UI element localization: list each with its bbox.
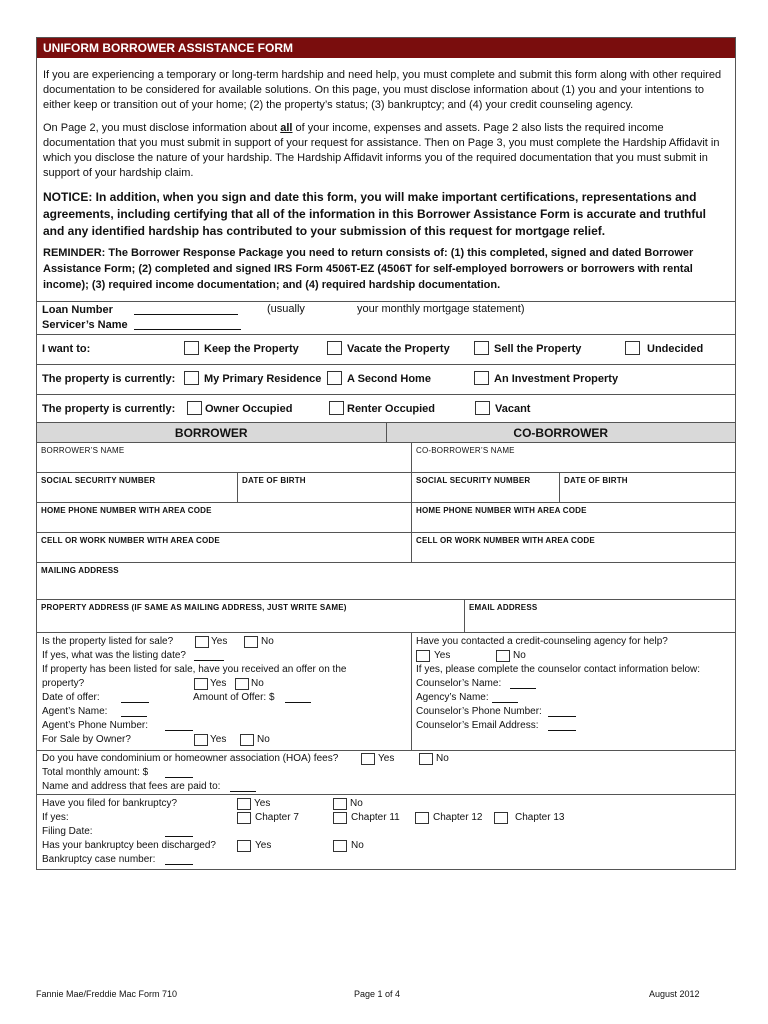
amount-of-offer-label: Amount of Offer: $ [193,692,275,703]
footer-form-name: Fannie Mae/Freddie Mac Form 710 [36,989,178,999]
investment-property-checkbox[interactable] [474,371,489,385]
keep-property-checkbox[interactable] [184,341,199,355]
hoa-yes-checkbox[interactable] [361,753,375,765]
agency-name-field[interactable] [492,693,518,703]
listed-no-checkbox[interactable] [244,636,258,648]
vacant-checkbox[interactable] [475,401,490,415]
offer-question: If property has been listed for sale, have you received an offer on the [42,664,347,675]
co-borrower-header: CO-BORROWER [513,426,609,440]
co-borrower-ssn-field[interactable]: SOCIAL SECURITY NUMBER [412,473,560,502]
co-borrower-cell-phone-field[interactable]: CELL OR WORK NUMBER WITH AREA CODE [416,536,595,545]
bankruptcy-section [37,795,735,869]
vacant-label: Vacant [495,403,531,415]
counseling-no-label: No [513,650,526,661]
discharged-yes-checkbox[interactable] [237,840,251,852]
mailing-address-row [37,563,735,600]
footer-date: August 2012 [649,989,700,999]
hoa-total-field[interactable] [165,768,193,778]
hoa-question: Do you have condominium or homeowner association (HOA) fees? [42,753,339,764]
chapter-11-label: Chapter 11 [351,812,400,823]
undecided-label: Undecided [647,343,704,355]
borrower-header: BORROWER [37,423,387,442]
owner-occupied-label: Owner Occupied [205,403,293,415]
property-occupancy-label: The property is currently: [42,403,176,415]
chapter-12-checkbox[interactable] [415,812,429,824]
keep-property-label: Keep the Property [204,343,299,355]
counseling-yes-checkbox[interactable] [416,650,430,662]
agent-phone-label: Agent’s Phone Number: [42,720,148,731]
sale-section [37,633,412,750]
co-borrower-dob-field[interactable]: DATE OF BIRTH [564,476,628,485]
mailing-address-field[interactable]: MAILING ADDRESS [41,566,119,575]
intent-row [37,335,735,365]
counselor-email-field[interactable] [548,721,576,731]
property-address-field[interactable]: PROPERTY ADDRESS (IF SAME AS MAILING ADDRESS, JUST WRITE SAME) [37,600,465,632]
footer-page-number: Page 1 of 4 [354,989,401,999]
if-yes-label: If yes: [42,812,69,823]
bankruptcy-yes-checkbox[interactable] [237,798,251,810]
intro-p2-emphasis: all [280,122,293,134]
counselor-email-label: Counselor’s Email Address: [416,720,539,731]
renter-occupied-checkbox[interactable] [329,401,344,415]
bankruptcy-no-checkbox[interactable] [333,798,347,810]
instructions [37,58,735,302]
loan-number-field[interactable] [134,305,238,315]
hoa-section [37,751,735,795]
fsbo-yes-label: Yes [210,734,227,745]
sell-property-checkbox[interactable] [474,341,489,355]
agent-name-field[interactable] [121,707,147,717]
owner-occupied-checkbox[interactable] [187,401,202,415]
listing-date-field[interactable] [194,651,224,661]
intro-paragraph-2 [43,121,729,181]
fsbo-question: For Sale by Owner? [42,734,131,745]
hoa-paid-to-field[interactable] [230,782,256,792]
case-number-field[interactable] [165,855,193,865]
investment-property-label: An Investment Property [494,373,619,385]
offer-no-label: No [251,678,264,689]
filing-date-field[interactable] [165,827,193,837]
discharged-no-label: No [351,840,364,851]
listed-no-label: No [261,636,274,647]
second-home-checkbox[interactable] [327,371,342,385]
sell-property-label: Sell the Property [494,343,582,355]
offer-yes-checkbox[interactable] [194,678,208,690]
co-borrower-home-phone-field[interactable]: HOME PHONE NUMBER WITH AREA CODE [416,506,587,515]
vacate-property-label: Vacate the Property [347,343,450,355]
email-address-field[interactable]: EMAIL ADDRESS [469,603,538,612]
borrower-dob-field[interactable]: DATE OF BIRTH [238,473,412,502]
discharged-question: Has your bankruptcy been discharged? [42,840,216,851]
name-row [37,443,735,473]
counseling-question: Have you contacted a credit-counseling agency for help? [416,636,668,647]
counseling-yes-label: Yes [434,650,451,661]
chapter-7-label: Chapter 7 [255,812,299,823]
hoa-total-label: Total monthly amount: $ [42,767,149,778]
vacate-property-checkbox[interactable] [327,341,342,355]
intent-label: I want to: [42,343,91,355]
borrower-ssn-field[interactable]: SOCIAL SECURITY NUMBER [37,473,238,502]
amount-of-offer-field[interactable] [285,693,311,703]
loan-info-row [37,302,735,335]
agent-phone-field[interactable] [165,721,193,731]
intro-p2-text-cont: of your income, expenses and assets. Page 2 also lists the required income documentation that you must submit in support of your request for assistance. Then on Page 3, you must complete the Hardship Affidavit in which you disclose the nature of your hardship. The Hardship Affidavit informs you of the required documentation that you must submit in support of your hardship claim. [43,122,720,179]
counselor-info-instruction: If yes, please complete the counselor contact information below: [416,664,701,675]
sale-counseling-section [37,633,735,751]
listing-date-question: If yes, what was the listing date? [42,650,186,661]
property-use-row [37,365,735,395]
property-occupancy-row [37,395,735,423]
filing-date-label: Filing Date: [42,826,93,837]
servicer-name-label: Servicer’s Name [42,319,128,331]
home-phone-row [37,503,735,533]
offer-yes-label: Yes [210,678,227,689]
borrower-name-field[interactable]: BORROWER’S NAME [37,443,412,472]
listed-question: Is the property listed for sale? [42,636,174,647]
bankruptcy-question: Have you filed for bankruptcy? [42,798,178,809]
intro-p2-text: On Page 2, you must disclose information about [43,122,281,134]
offer-question-cont: property? [42,678,85,689]
servicer-name-field[interactable] [134,320,241,330]
counselor-name-label: Counselor’s Name: [416,678,502,689]
discharged-yes-label: Yes [255,840,272,851]
primary-residence-checkbox[interactable] [184,371,199,385]
counselor-phone-label: Counselor’s Phone Number: [416,706,542,717]
chapter-11-checkbox[interactable] [333,812,347,824]
case-number-label: Bankruptcy case number: [42,854,156,865]
borrower-cell-phone-field[interactable]: CELL OR WORK NUMBER WITH AREA CODE [37,533,412,562]
reminder-paragraph: REMINDER: The Borrower Response Package you need to return consists of: (1) this completed, signed and dated Borrower Assistance Form; (2) completed and signed IRS Form 4506T-EZ (4506T for self-employed borrowers or borrowers with rental income); (3) required income documentation; and (4) required hardship documentation. [43,247,694,291]
loan-number-label: Loan Number [42,304,113,316]
chapter-13-label: Chapter 13 [515,812,565,823]
hoa-paid-to-label: Name and address that fees are paid to: [42,781,221,792]
borrower-header-row [37,423,735,443]
fsbo-no-label: No [257,734,270,745]
usually-text: (usually [267,303,305,315]
undecided-checkbox[interactable] [625,341,640,355]
borrower-home-phone-field[interactable]: HOME PHONE NUMBER WITH AREA CODE [37,503,412,532]
property-use-label: The property is currently: [42,373,176,385]
hoa-yes-label: Yes [378,753,395,764]
agency-name-label: Agency’s Name: [416,692,489,703]
fsbo-no-checkbox[interactable] [240,734,254,746]
borrower-assistance-form [36,37,736,870]
discharged-no-checkbox[interactable] [333,840,347,852]
chapter-13-checkbox[interactable] [494,812,508,824]
listed-yes-label: Yes [211,636,228,647]
counseling-no-checkbox[interactable] [496,650,510,662]
chapter-7-checkbox[interactable] [237,812,251,824]
offer-no-checkbox[interactable] [235,678,249,690]
date-of-offer-label: Date of offer: [42,692,100,703]
hoa-no-checkbox[interactable] [419,753,433,765]
intro-paragraph-1: If you are experiencing a temporary or long-term hardship and need help, you must complete and submit this form along with other required documentation to be considered for available solutions. On this page, you must disclose information about (1) you and your intentions to either keep or transition out of your home; (2) the property’s status; (3) bankruptcy; and (4) your credit counseling agency. [43,69,722,111]
cell-phone-row [37,533,735,563]
hoa-no-label: No [436,753,449,764]
renter-occupied-label: Renter Occupied [347,403,436,415]
chapter-12-label: Chapter 12 [433,812,483,823]
ssn-dob-row [37,473,735,503]
counselor-name-field[interactable] [510,679,536,689]
notice-paragraph: NOTICE: In addition, when you sign and date this form, you will make important certifications, representations and agreements, including certifying that all of the information in this Borrower Assistance Form is accurate and truthful and any identified hardship has contributed to your submission of this request for mortgage relief. [43,190,706,238]
bankruptcy-yes-label: Yes [254,798,271,809]
co-borrower-name-field[interactable]: CO-BORROWER’S NAME [416,446,515,455]
primary-residence-label: My Primary Residence [204,373,322,385]
counseling-section [412,633,735,750]
agent-name-label: Agent’s Name: [42,706,108,717]
property-address-row [37,600,735,633]
fsbo-yes-checkbox[interactable] [194,734,208,746]
date-of-offer-field[interactable] [121,693,149,703]
statement-text: your monthly mortgage statement) [357,303,525,315]
bankruptcy-no-label: No [350,798,363,809]
listed-yes-checkbox[interactable] [195,636,209,648]
second-home-label: A Second Home [347,373,431,385]
form-title: UNIFORM BORROWER ASSISTANCE FORM [37,38,735,58]
counselor-phone-field[interactable] [548,707,576,717]
